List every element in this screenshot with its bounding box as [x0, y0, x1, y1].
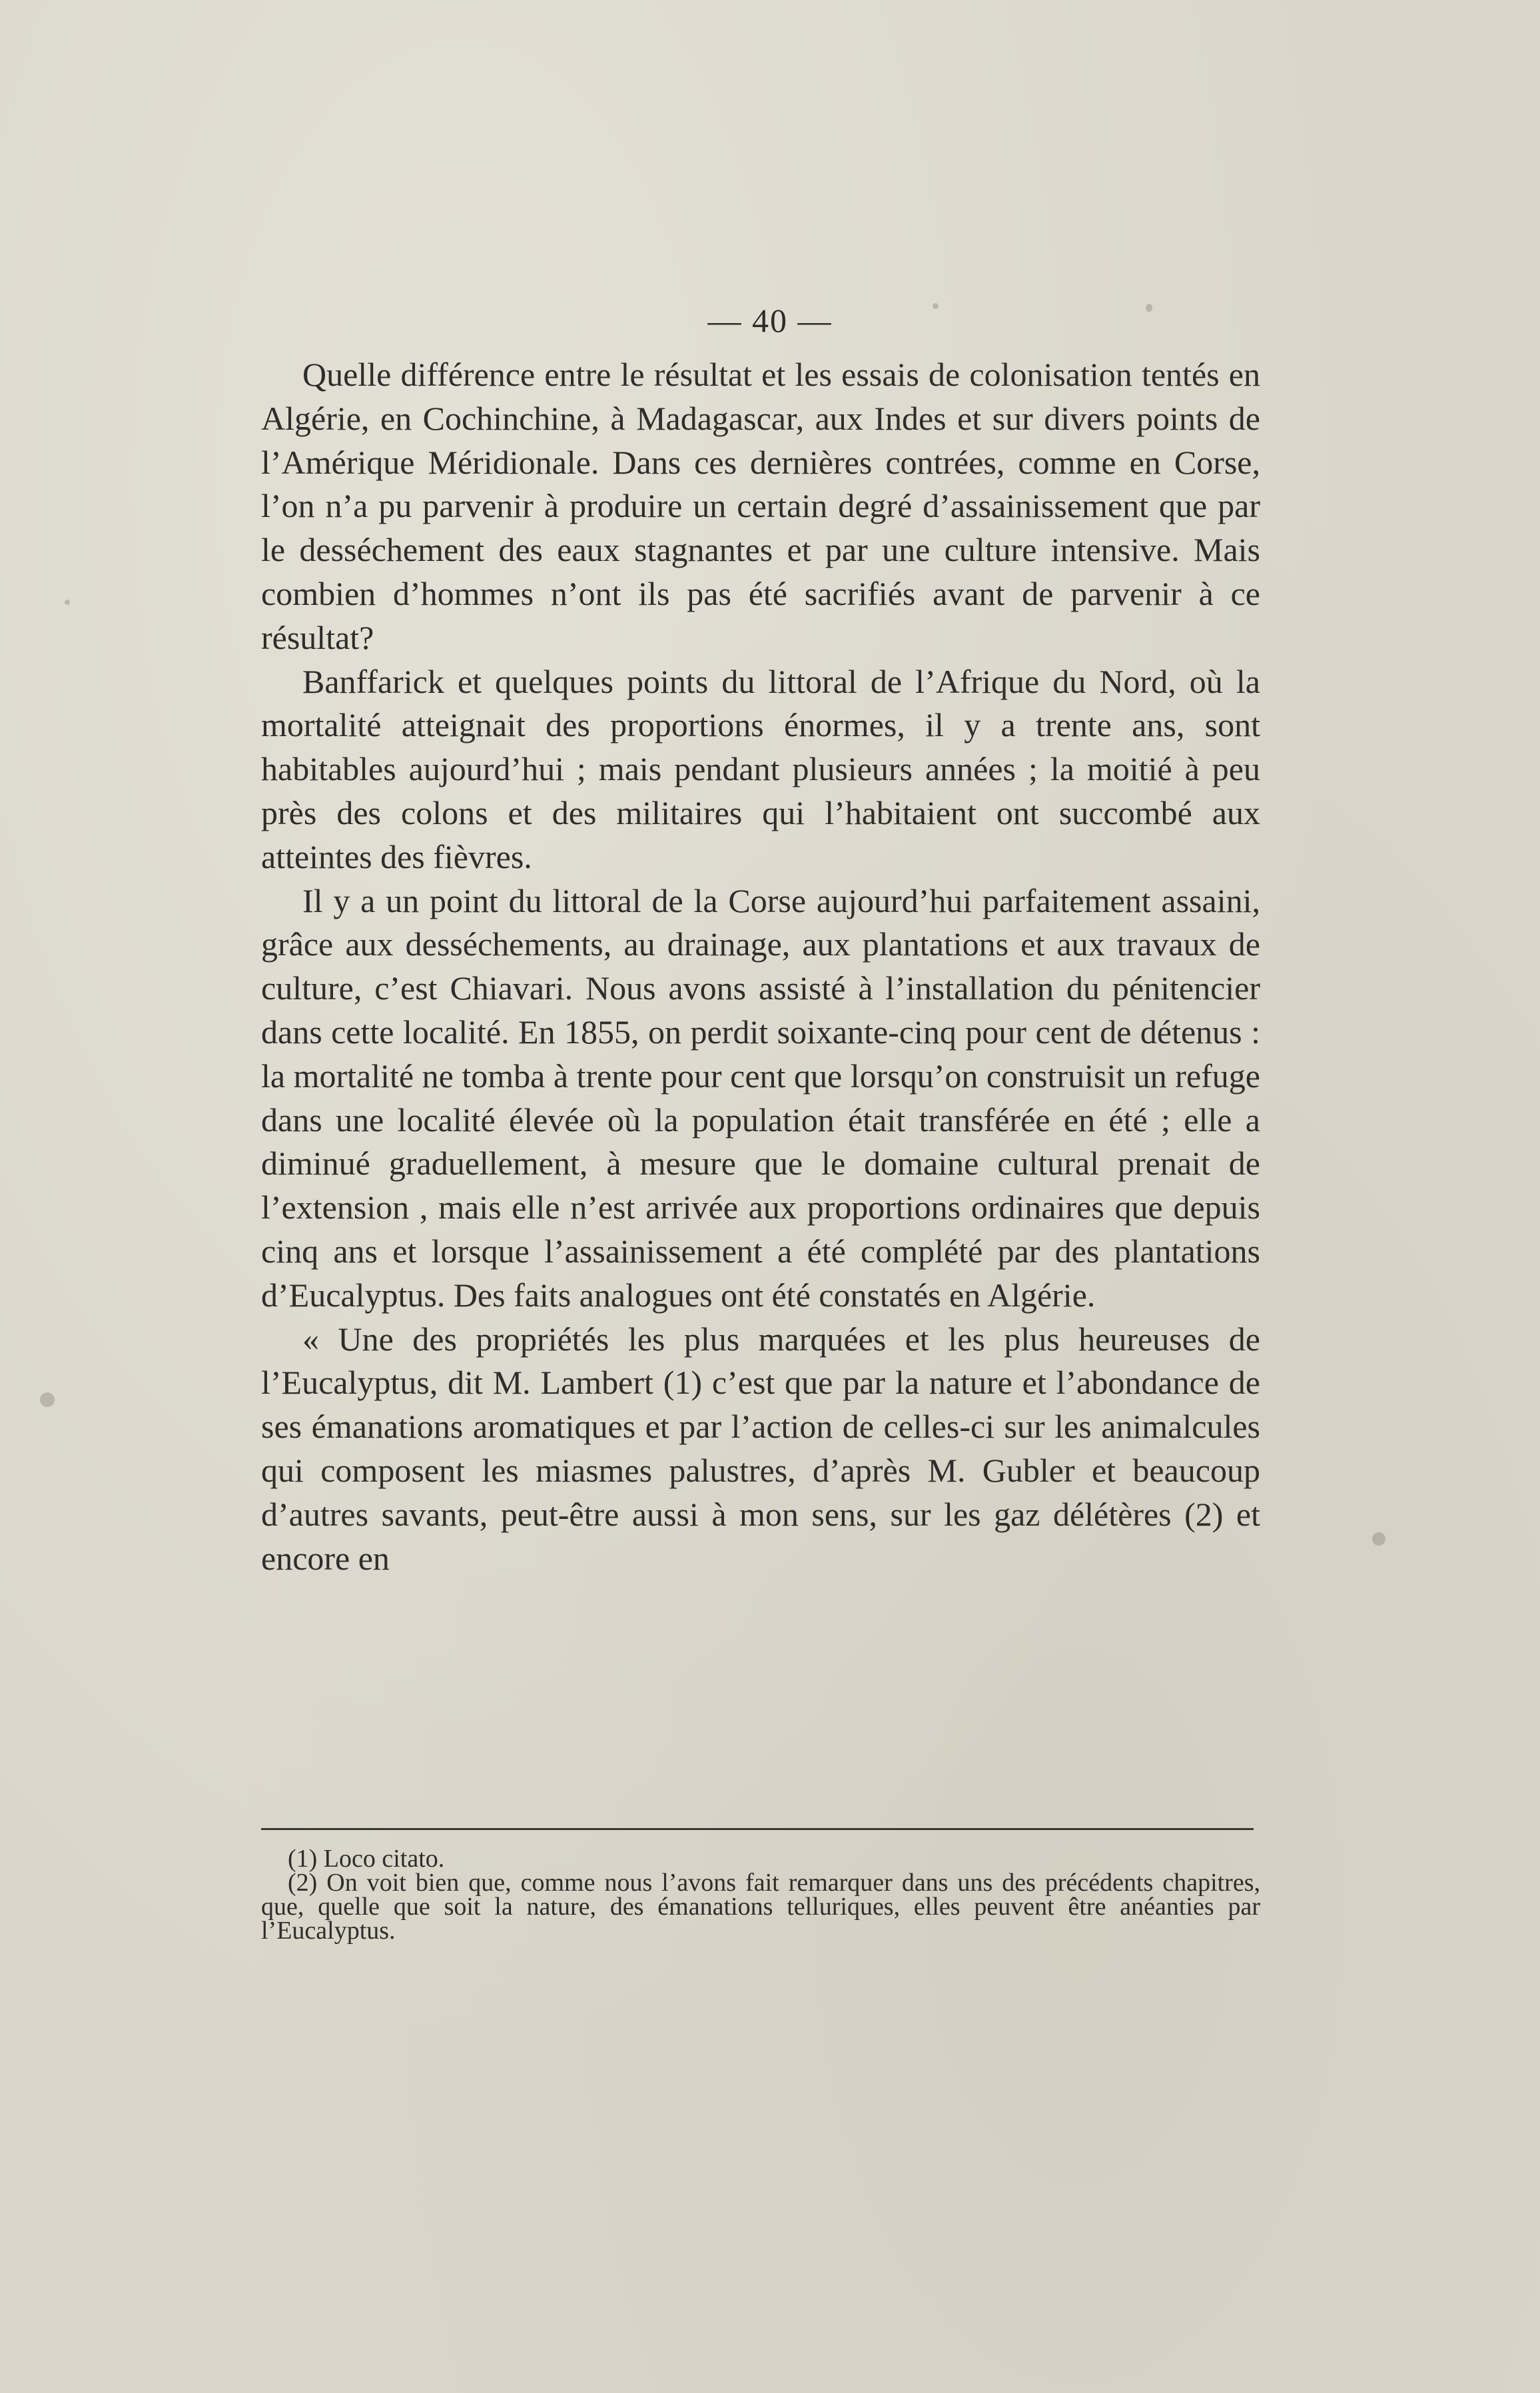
paragraph: Quelle différence entre le résultat et les essais de colonisation tentés en Algérie, en Cochinchine, à Madagascar, aux Indes et sur divers points de l’Amérique Méridionale. Dans ces dernières contrées, comme en Corse, l’on n’a pu parvenir à produire un certain degré d’assainissement que par le desséchement des eaux stagnantes et par une culture intensive. Mais combien d’hommes n’ont ils pas été sacrifiés avant de parvenir à ce résultat? — [261, 356, 1260, 656]
paper-speck — [65, 600, 70, 605]
paper-speck — [40, 1392, 55, 1407]
footnotes — [261, 1847, 1260, 1943]
footnote-divider — [261, 1828, 1254, 1830]
paragraph: Il y a un point du littoral de la Corse aujourd’hui parfaitement assaini, grâce aux desséchements, au drainage, aux plantations et aux travaux de culture, c’est Chiavari. Nous avons assisté à l’installation du pénitencier dans cette localité. En 1855, on perdit soixante-cinq pour cent de détenus : la mortalité ne tomba à trente pour cent que lorsqu’on construisit un refuge dans une localité élevée où la population était transférée en été ; elle a diminué graduellement, à mesure que le domaine cultural prenait de l’extension , mais elle n’est arrivée aux proportions ordinaires que depuis cinq ans et lorsque l’assainissement a été complété par des plantations d’Eucalyptus. Des faits analogues ont été constatés en Algérie. — [261, 881, 1260, 1314]
footnote: (2) On voit bien que, comme nous l’avons fait remarquer dans uns des précédents chapitres, que, quelle que soit la nature, des émanations telluriques, elles peuvent être anéanties par l’Eucalyptus. — [261, 1869, 1260, 1945]
paragraph: Banffarick et quelques points du littoral de l’Afrique du Nord, où la mortalité atteignait des proportions énormes, il y a trente ans, sont habitables aujourd’hui ; mais pendant plusieurs années ; la moitié à peu près des colons et des militaires qui l’habitaient ont succombé aux atteintes des fièvres. — [261, 662, 1260, 875]
paragraph: « Une des propriétés les plus marquées et les plus heureuses de l’Eucalyptus, dit M. Lambert (1) c’est que par la nature et l’abondance de ses émanations aromatiques et par l’action de celles-ci sur les animalcules qui composent les miasmes palustres, d’après M. Gubler et beaucoup d’autres savants, peut-être aussi à mon sens, sur les gaz délétères (2) et encore en — [261, 1320, 1260, 1577]
body-text — [261, 353, 1260, 1580]
paper-speck — [1372, 1532, 1385, 1546]
page-number: — 40 — — [707, 302, 833, 339]
footnote: (1) Loco citato. — [288, 1845, 445, 1873]
